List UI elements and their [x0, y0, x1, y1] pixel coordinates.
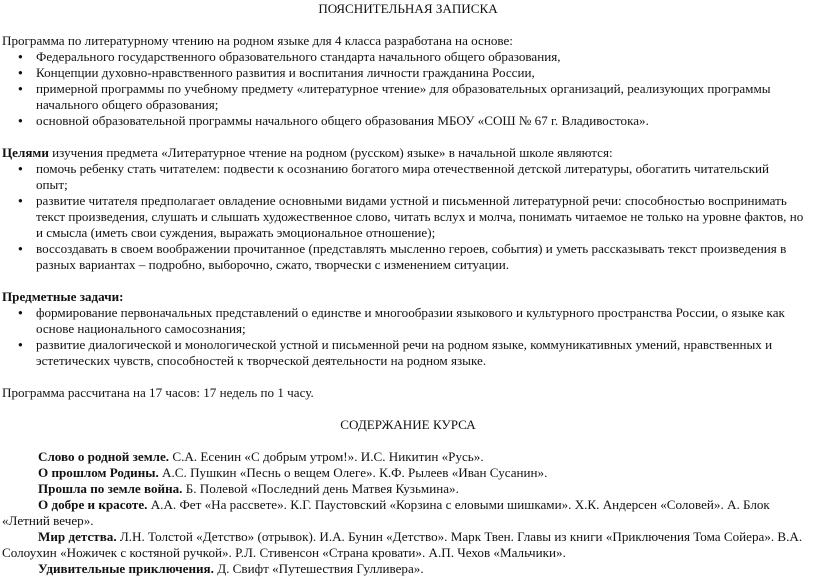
- spacer: [2, 433, 814, 449]
- course-section: [2, 449, 814, 465]
- goals-list: [2, 161, 814, 273]
- list-item: ● Федерального государственного образовательного стандарта начального общего образования,: [2, 49, 814, 65]
- course-section: [2, 497, 814, 529]
- list-item: ● развитие читателя предполагает овладение основными видами устной и письменной литературной речи: способностью воспринимать текст произведения, слушать и слышать художественное слово, читать вслух и молча, понимать читаемое не только на уровне фактов, но и смысла (иметь свои суждения, выражать эмоциональное отношение);: [2, 193, 814, 241]
- course-section-label: О прошлом Родины.: [38, 465, 159, 480]
- tasks-list: [2, 305, 814, 369]
- list-item: ● воссоздавать в своем воображении прочитанное (представлять мысленно героев, события) и уметь рассказывать текст произведения в разных вариантах – подробно, выборочно, сжато, творчески с изменением ситуации.: [2, 241, 814, 273]
- course-section-label: О добре и красоте.: [38, 497, 148, 512]
- spacer: [2, 17, 814, 33]
- list-item: ● основной образовательной программы начального общего образования МБОУ «СОШ № 67 г. Владивостока».: [2, 113, 814, 129]
- goals-text: изучения предмета «Литературное чтение на родном (русском) языке» в начальной школе являются:: [48, 145, 613, 160]
- course-section: [2, 561, 814, 577]
- intro-paragraph: Программа по литературному чтению на родном языке для 4 класса разработана на основе:: [2, 33, 513, 48]
- course-section-text: Л.Н. Толстой «Детство» (отрывок). И.А. Бунин «Детство». Марк Твен. Главы из книги «Приключения Тома Сойера». В.А. Солоухин «Ножичек с костяной ручкой». Р.Л. Стивенсон «Страна кровати». А.П. Чехов «Мальчики».: [2, 529, 803, 560]
- spacer: [2, 401, 814, 417]
- tasks-label: Предметные задачи:: [2, 289, 124, 304]
- course-section: [2, 481, 814, 497]
- spacer: [2, 369, 814, 385]
- goals-paragraph: [2, 145, 814, 161]
- course-section-label: Слово о родной земле.: [38, 449, 170, 464]
- document-title: ПОЯСНИТЕЛЬНАЯ ЗАПИСКА: [318, 1, 498, 16]
- course-section-label: Мир детства.: [38, 529, 117, 544]
- tasks-heading: [2, 289, 814, 305]
- course-section-text: А.А. Фет «На рассвете». К.Г. Паустовский «Корзина с еловыми шишками». Х.К. Андерсен «Соловей». А. Блок «Летний вечер».: [2, 497, 770, 528]
- spacer: [2, 273, 814, 289]
- course-section-label: Удивительные приключения.: [38, 561, 214, 576]
- list-item: ● примерной программы по учебному предмету «литературное чтение» для образовательных организаций, реализующих программы начального общего образования;: [2, 81, 814, 113]
- course-section: [2, 465, 814, 481]
- course-section-text: С.А. Есенин «С добрым утром!». И.С. Никитин «Русь».: [169, 449, 484, 464]
- list-item: ● Концепции духовно-нравственного развития и воспитания личности гражданина России,: [2, 65, 814, 81]
- course-section-text: А.С. Пушкин «Песнь о вещем Олеге». К.Ф. Рылеев «Иван Сусанин».: [158, 465, 548, 480]
- list-item: ● помочь ребенку стать читателем: подвести к осознанию богатого мира отечественной детской литературы, обогатить читательский опыт;: [2, 161, 814, 193]
- course-section-label: Прошла по земле война.: [38, 481, 183, 496]
- goals-label: Целями: [2, 145, 49, 160]
- course-section: [2, 529, 814, 561]
- spacer: [2, 129, 814, 145]
- course-title: СОДЕРЖАНИЕ КУРСА: [340, 417, 476, 432]
- hours-paragraph: Программа рассчитана на 17 часов: 17 недель по 1 часу.: [2, 385, 314, 400]
- course-section-text: Б. Полевой «Последний день Матвея Кузьмина».: [182, 481, 459, 496]
- list-item: ● развитие диалогической и монологической устной и письменной речи на родном языке, коммуникативных умений, нравственных и эстетических чувств, способностей к творческой деятельности на родном языке.: [2, 337, 814, 369]
- intro-list: [2, 49, 814, 129]
- list-item: ● формирование первоначальных представлений о единстве и многообразии языкового и культурного пространства России, о языке как основе национального самосознания;: [2, 305, 814, 337]
- course-section-text: Д. Свифт «Путешествия Гулливера».: [213, 561, 424, 576]
